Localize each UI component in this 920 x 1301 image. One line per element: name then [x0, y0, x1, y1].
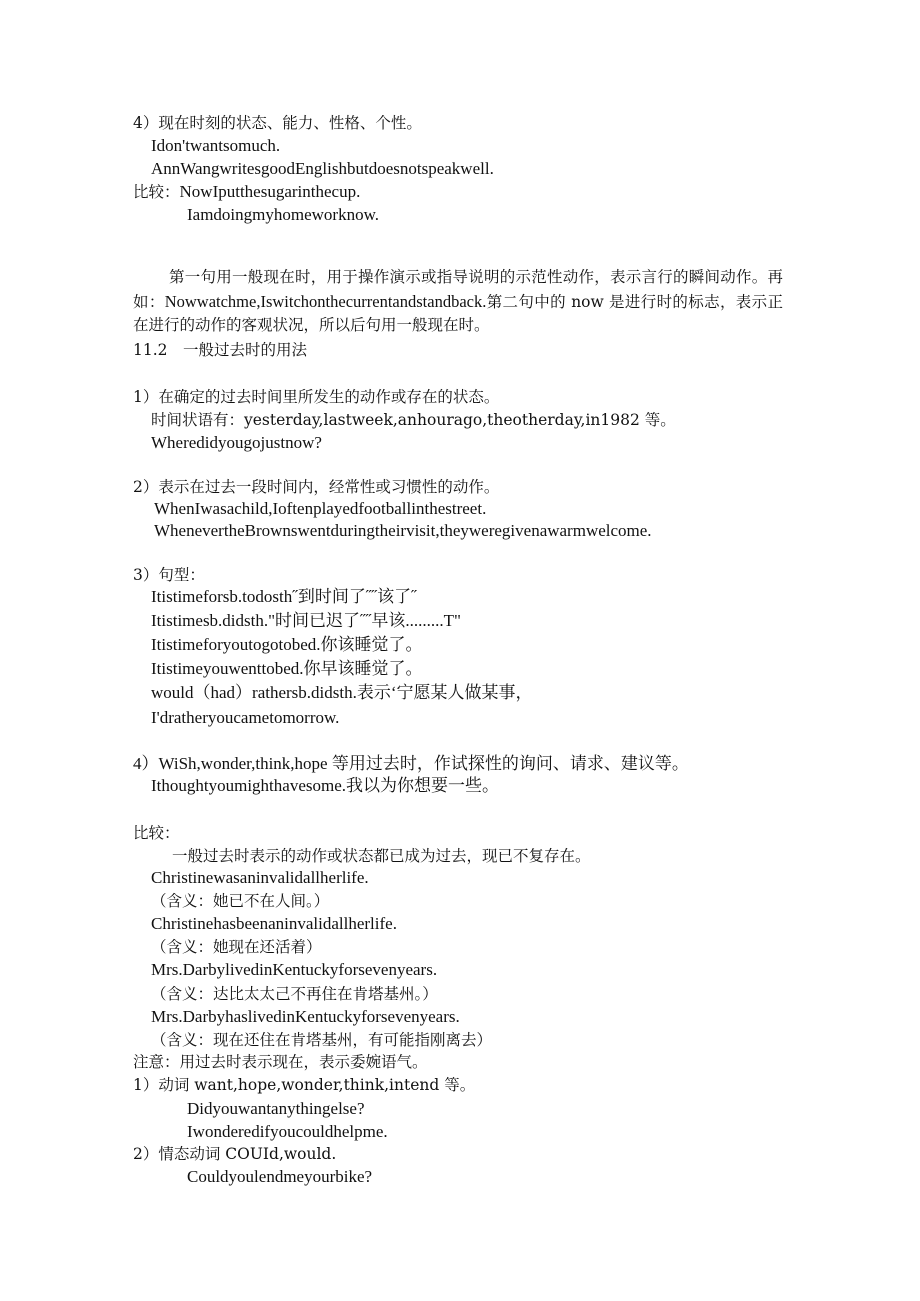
sentence-pattern-heading: 3）句型： — [133, 566, 205, 584]
explanation-part: 第一句用一般现在时，用于操作演示或指导说明的示范性动作，表示言行的瞬间动作。再如： — [133, 268, 783, 311]
compare-intro: 一般过去时表示的动作或状态都已成为过去，现已不复存在。 — [172, 847, 591, 865]
pattern-line: Itistimeforyoutogotobed.你该睡觉了。 — [151, 635, 423, 654]
compare-label: 比较： — [133, 824, 180, 842]
example-sentence: Idon'twantsomuch. — [151, 136, 281, 155]
past-usage-2-heading: 2）表示在过去一段时间内，经常性或习惯性的动作。 — [133, 478, 500, 496]
example-sentence: Wheredidyougojustnow? — [151, 433, 322, 452]
example-sentence: WhenevertheBrownswentduringtheirvisit,theyweregivenawarmwelcome. — [154, 521, 652, 540]
compare-label-text: 比较： — [133, 183, 180, 201]
present-state-heading: 4）现在时刻的状态、能力、性格、个性。 — [133, 114, 422, 132]
compare-label — [133, 181, 360, 203]
example-sentence: Christinewasaninvalidallherlife. — [151, 868, 369, 887]
example-sentence: Iwonderedifyoucouldhelpme. — [187, 1122, 388, 1141]
past-usage-4-heading: 4）WiSh,wonder,think,hope 等用过去时，作试探性的询问、请求、建议等。 — [133, 754, 689, 773]
explanation-part: 第二句中的 now 是进行时的标志，表示正在进行的动作的客观状况，所以后句用一般现在时。 — [133, 292, 783, 334]
explanation-paragraph — [133, 266, 783, 338]
meaning-note: （含义：她现在还活着） — [151, 938, 322, 956]
meaning-note: （含义：达比太太己不再住在肯塔基州。） — [151, 985, 438, 1003]
example-sentence: Didyouwantanythingelse? — [187, 1099, 365, 1118]
example-sentence: Mrs.DarbyhaslivedinKentuckyforsevenyears. — [151, 1007, 460, 1026]
pattern-line: Itistimesb.didsth."时间已迟了˝˝早该.........T" — [151, 611, 461, 630]
pattern-line: Itistimeforsb.todosth˝到时间了˝˝该了˝ — [151, 587, 417, 606]
meaning-note: （含义：现在还住在肯塔基州，有可能指刚离去） — [151, 1031, 493, 1049]
example-sentence: AnnWangwritesgoodEnglishbutdoesnotspeakwell. — [151, 159, 494, 178]
meaning-note: （含义：她已不在人间。） — [151, 892, 330, 910]
example-sentence: Mrs.DarbylivedinKentuckyforsevenyears. — [151, 960, 438, 979]
example-sentence: Iamdoingmyhomeworknow. — [187, 205, 380, 224]
note-item-2: 2）情态动词 COUId,would. — [133, 1145, 337, 1163]
pattern-line: would（had）rathersb.didsth.表示‘宁愿某人做某事， — [151, 683, 533, 702]
note-item-1: 1）动词 want,hope,wonder,think,intend 等。 — [133, 1076, 476, 1094]
time-adverbials: 时间状语有：yesterday,lastweek,anhourago,theotherday,in1982 等。 — [151, 411, 676, 429]
example-sentence: WhenIwasachild,Ioftenplayedfootballinthestreet. — [154, 499, 487, 518]
past-usage-1-heading: 1）在确定的过去时间里所发生的动作或存在的状态。 — [133, 388, 500, 406]
pattern-line: Itistimeyouwenttobed.你早该睡觉了。 — [151, 659, 423, 678]
explanation-example: Nowwatchme,Iswitchonthecurrentandstandback. — [164, 291, 487, 311]
example-sentence: Couldyoulendmeyourbike? — [187, 1167, 373, 1186]
note-heading: 注意：用过去时表示现在，表示委婉语气。 — [133, 1053, 428, 1071]
example-sentence: Christinehasbeenaninvalidallherlife. — [151, 914, 397, 933]
pattern-line: I'dratheryoucametomorrow. — [151, 708, 340, 727]
example-sentence: NowIputthesugarinthecup. — [179, 182, 361, 201]
section-title: 11.2 一般过去时的用法 — [133, 341, 308, 359]
example-sentence: Ithoughtyoumighthavesome.我以为你想要一些。 — [151, 776, 500, 795]
